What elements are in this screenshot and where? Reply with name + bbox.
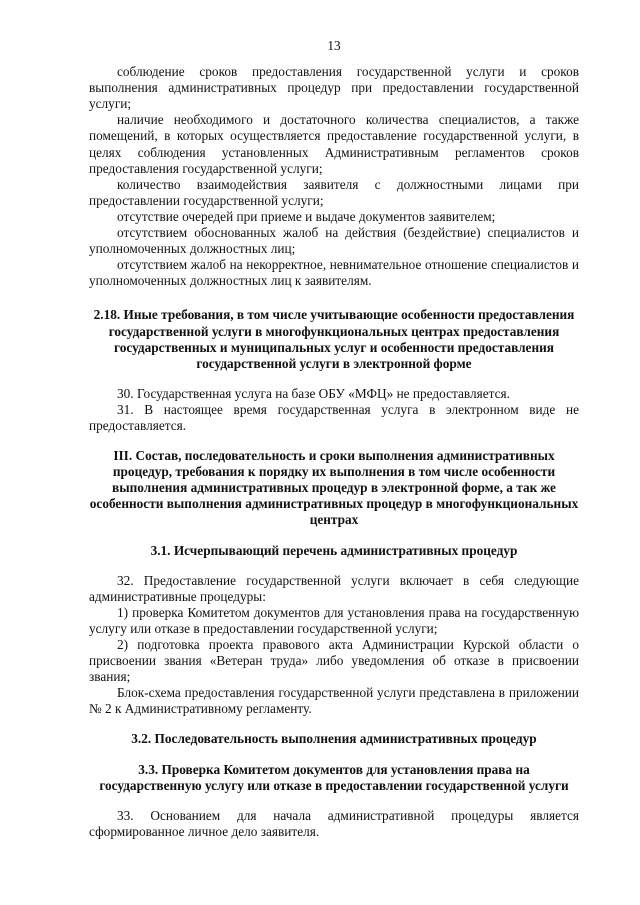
section-3-3-heading: 3.3. Проверка Комитетом документов для установления права на государственную услугу или отказе в предоставлении государственной услуги	[99, 761, 569, 793]
criteria-list	[89, 64, 579, 289]
paragraph-33: 33. Основанием для начала административной процедуры является сформированное личное дело заявителя.	[89, 807, 579, 839]
list-item: количество взаимодействия заявителя с должностными лицами при предоставлении государственной услуги;	[89, 176, 579, 208]
list-item: соблюдение сроков предоставления государственной услуги и сроков выполнения административных процедур при предоставлении государственной услуги;	[89, 64, 579, 112]
page-number: 13	[327, 38, 341, 53]
list-item: отсутствием жалоб на некорректное, невнимательное отношение специалистов и уполномоченных должностных лиц к заявителям.	[89, 257, 579, 289]
list-item: наличие необходимого и достаточного количества специалистов, а также помещений, в которых осуществляется предоставление государственной услуги, в целях соблюдения установленных Административным регламентов сроков предоставления государственной услуги;	[89, 112, 579, 176]
document-page	[89, 38, 579, 840]
section-3-heading: III. Состав, последовательность и сроки выполнения административных процедур, требования к порядку их выполнения в том числе особенности выполнения административных процедур в электронной форме, а так же особенности выполнения административных процедур в многофункциональных центрах	[89, 448, 579, 528]
paragraph-30: 30. Государственная услуга на базе ОБУ «МФЦ» не предоставляется.	[117, 385, 510, 401]
procedure-item-2: 2) подготовка проекта правового акта Администрации Курской области о присвоении звания «Ветеран труда» либо уведомления об отказе в присвоении звания;	[89, 637, 579, 685]
list-item: отсутствием обоснованных жалоб на действия (бездействие) специалистов и уполномоченных должностных лиц;	[89, 225, 579, 257]
procedure-item-1: 1) проверка Комитетом документов для установления права на государственную услугу или отказе в предоставлении государственной услуги;	[89, 604, 579, 636]
list-item: отсутствие очередей при приеме и выдаче документов заявителем;	[117, 208, 496, 224]
paragraph-32: 32. Предоставление государственной услуги включает в себя следующие административные процедуры:	[89, 572, 579, 604]
block-scheme-note: Блок-схема предоставления государственной услуги представлена в приложении № 2 к Административному регламенту.	[89, 685, 579, 717]
section-3-1-heading: 3.1. Исчерпывающий перечень административных процедур	[150, 542, 518, 558]
section-2-18-heading: 2.18. Иные требования, в том числе учитывающие особенности предоставления государственной услуги в многофункциональных центрах предоставления государственных и муниципальных услуг и особенности предоставления государственной услуги в электронной форме	[93, 307, 575, 371]
section-3-2-heading: 3.2. Последовательность выполнения административных процедур	[131, 731, 537, 747]
paragraph-31: 31. В настоящее время государственная услуга в электронном виде не предоставляется.	[89, 401, 579, 433]
